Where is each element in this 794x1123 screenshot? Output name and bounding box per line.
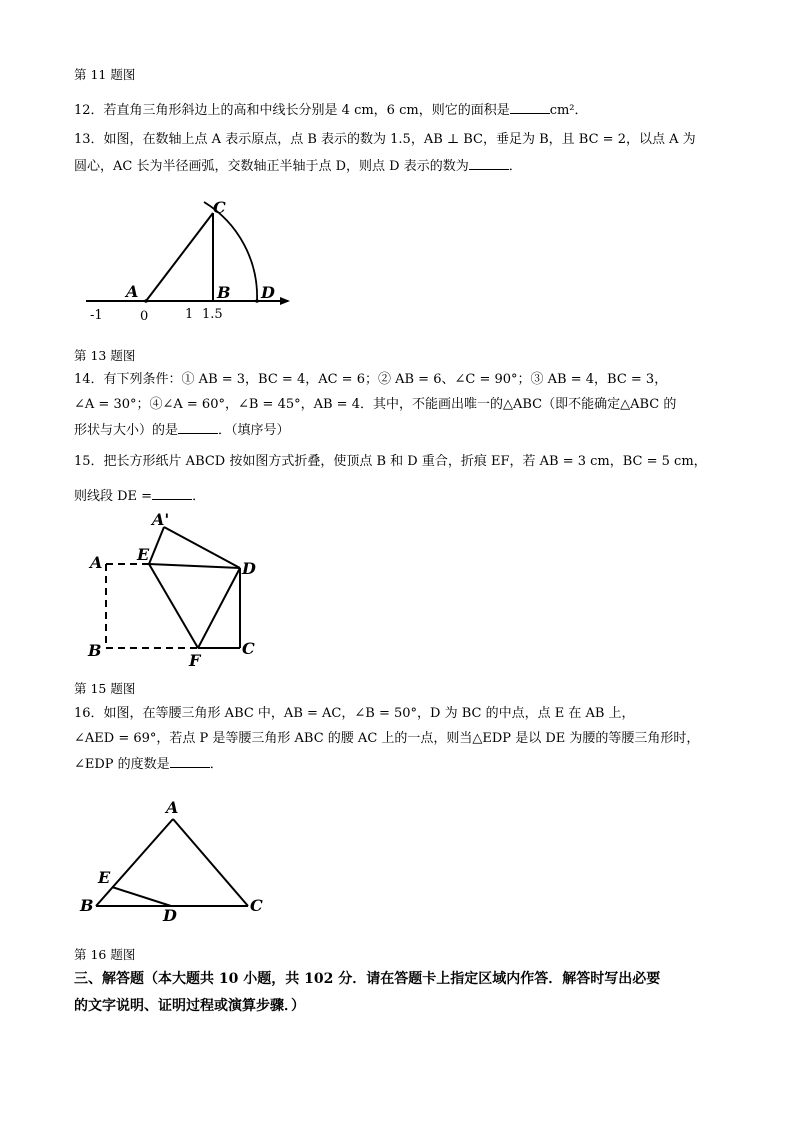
q13-line1: 13．如图，在数轴上点 A 表示原点，点 B 表示的数为 1.5，AB ⊥ BC，垂足为 B，且 BC = 2，以点 A 为 bbox=[74, 132, 696, 147]
fig16-label-a: A bbox=[166, 798, 179, 817]
fig13-tick-1-5: 1.5 bbox=[202, 307, 223, 322]
fig13-point-d bbox=[255, 299, 259, 303]
q15-line2-text: 则线段 DE = bbox=[74, 489, 153, 504]
fig13-tick-1: 1 bbox=[185, 307, 194, 322]
fig15-label-a1: A' bbox=[152, 510, 170, 529]
fig15-label-d: D bbox=[242, 559, 256, 578]
q14-answer-blank[interactable] bbox=[178, 421, 218, 434]
fig13-tick-neg1: -1 bbox=[90, 308, 103, 323]
fig13-label-c: C bbox=[213, 198, 226, 217]
fig16-segment-ab bbox=[96, 819, 173, 906]
fig16-diagram bbox=[76, 795, 276, 935]
q16-line3 bbox=[74, 755, 223, 774]
fig13-label-d: D bbox=[261, 283, 275, 302]
q14-line3-text: 形状与大小）的是 bbox=[74, 423, 179, 438]
fig15-segment-fd bbox=[198, 568, 240, 648]
fig13-label-a: A bbox=[126, 282, 139, 301]
q15-line2 bbox=[74, 487, 205, 506]
fig13-label-b: B bbox=[217, 283, 231, 302]
section3-line2: 的文字说明、证明过程或演算步骤．） bbox=[74, 998, 305, 1014]
q13-line2-end: ． bbox=[508, 159, 522, 174]
fig16-label-e: E bbox=[98, 868, 111, 887]
q12-unit: cm²． bbox=[549, 103, 588, 118]
fig16-label-d: D bbox=[163, 906, 177, 925]
q14-line2: ∠A = 30°；④∠A = 60°，∠B = 45°，AB = 4．其中，不能画出唯一的△ABC（即不能确定△ABC 的 bbox=[74, 397, 677, 412]
q13-answer-blank[interactable] bbox=[469, 157, 509, 170]
fig16-caption: 第 16 题图 bbox=[74, 947, 136, 962]
q14-line3-end: ．（填序号） bbox=[218, 423, 290, 438]
fig11-caption: 第 11 题图 bbox=[74, 67, 136, 82]
q16-line3-end: ． bbox=[209, 757, 223, 772]
fig15-label-e: E bbox=[137, 545, 150, 564]
fig13-point-a bbox=[144, 299, 148, 303]
section3-line1: 三、解答题（本大题共 10 小题，共 102 分．请在答题卡上指定区域内作答．解答时写出必要 bbox=[74, 971, 661, 987]
fig16-segment-ac bbox=[173, 819, 248, 906]
fig15-segment-ed bbox=[149, 564, 240, 568]
fig16-segment-ed bbox=[112, 887, 171, 906]
fig15-diagram bbox=[84, 512, 274, 672]
fig13-arc bbox=[204, 202, 257, 301]
question-12 bbox=[74, 101, 588, 120]
fig13-axis-arrow bbox=[280, 297, 290, 305]
q15-line1: 15．把长方形纸片 ABCD 按如图方式折叠，使顶点 B 和 D 重合，折痕 EF，若 AB = 3 cm，BC = 5 cm， bbox=[74, 454, 707, 469]
fig15-segment-ea1 bbox=[149, 527, 164, 564]
fig13-caption: 第 13 题图 bbox=[74, 348, 136, 363]
q15-line2-end: ． bbox=[192, 489, 206, 504]
q16-line1: 16．如图，在等腰三角形 ABC 中，AB = AC，∠B = 50°，D 为 BC 的中点，点 E 在 AB 上， bbox=[74, 706, 635, 721]
q14-line3 bbox=[74, 421, 290, 440]
fig15-label-f: F bbox=[189, 651, 201, 670]
fig15-segment-a1d bbox=[164, 527, 240, 568]
fig13-segment-ac bbox=[146, 213, 213, 301]
q16-line3-text: ∠EDP 的度数是 bbox=[74, 757, 170, 772]
q13-line2 bbox=[74, 157, 522, 176]
q12-answer-blank[interactable] bbox=[510, 101, 550, 114]
q15-answer-blank[interactable] bbox=[152, 487, 192, 500]
q16-line2: ∠AED = 69°，若点 P 是等腰三角形 ABC 的腰 AC 上的一点，则当△EDP 是以 DE 为腰的等腰三角形时， bbox=[74, 731, 700, 746]
q12-text: 12．若直角三角形斜边上的高和中线长分别是 4 cm，6 cm，则它的面积是 bbox=[74, 103, 510, 118]
fig15-segment-ef bbox=[149, 564, 198, 648]
fig15-label-b: B bbox=[88, 641, 102, 660]
q13-line2-text: 圆心，AC 长为半径画弧，交数轴正半轴于点 D，则点 D 表示的数为 bbox=[74, 159, 469, 174]
fig13-tick-0: 0 bbox=[140, 309, 149, 324]
fig16-label-c: C bbox=[250, 896, 263, 915]
fig16-label-b: B bbox=[80, 896, 94, 915]
fig15-label-c: C bbox=[242, 639, 255, 658]
q16-answer-blank[interactable] bbox=[170, 755, 210, 768]
fig15-caption: 第 15 题图 bbox=[74, 681, 136, 696]
q14-line1: 14．有下列条件：① AB = 3，BC = 4，AC = 6；② AB = 6、∠C = 90°；③ AB = 4，BC = 3， bbox=[74, 372, 668, 387]
fig13-diagram bbox=[80, 195, 310, 325]
fig15-label-a: A bbox=[90, 553, 103, 572]
